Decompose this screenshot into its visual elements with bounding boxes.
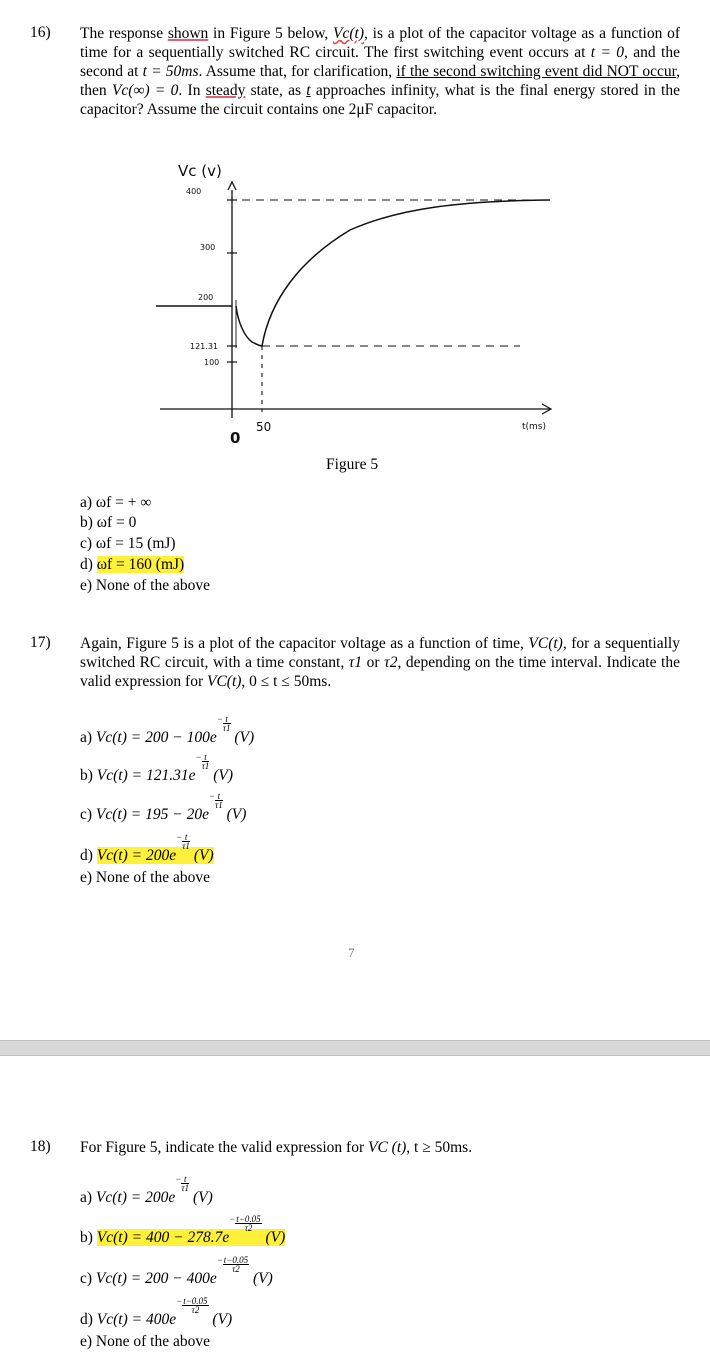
page-2 <box>0 1056 710 1360</box>
y-tick-label-300: 300 <box>200 243 216 252</box>
q17-option-b: b) Vc(t) = 121.31e− $\frac{t}{\tau 1}$ (V) <box>80 752 233 784</box>
q18-option-e: e) None of the above <box>80 1333 210 1350</box>
q18-option-c: c) Vc(t) = 200 − 400e− $\frac{t-0.05}{\tau 2}$ (V) <box>80 1255 273 1287</box>
q17-option-e: e) None of the above <box>80 869 210 886</box>
q18-option-d: d) Vc(t) = 400e− $\frac{t-0.05}{\tau 2}$ (V) <box>80 1296 233 1328</box>
x-origin-label: 0 <box>230 429 241 447</box>
q16-option-d: d) ωf = 160 (mJ) <box>80 556 185 573</box>
figure-caption: Figure 5 <box>326 456 379 473</box>
y-axis-label: Vc (v) <box>178 162 222 180</box>
q17-option-a: a) Vc(t) = 200 − 100e− $\frac{t}{\tau 1}$ (V) <box>80 714 255 746</box>
q18-answer-highlight: Vc(t) = 400 − 278.7e− $\frac{t-0.05}{\tau 2}$ (V) <box>96 1214 286 1246</box>
curve-rise <box>262 200 550 346</box>
q18-option-a: a) Vc(t) = 200e− $\frac{t}{\tau 1}$ (V) <box>80 1174 213 1206</box>
q18-number: 18) <box>30 1138 51 1155</box>
q17-number: 17) <box>30 634 51 651</box>
x-tick-label-50: 50 <box>256 420 272 434</box>
page-separator <box>0 1040 710 1056</box>
q16-number: 16) <box>30 24 51 41</box>
q16-option-a: a) ωf = + ∞ <box>80 494 152 511</box>
q16-option-c: c) ωf = 15 (mJ) <box>80 535 176 552</box>
x-axis-label: t(ms) <box>522 422 547 432</box>
y-tick-label-200: 200 <box>198 293 214 302</box>
q16-option-b: b) ωf = 0 <box>80 514 137 531</box>
page-number: 7 <box>348 945 355 960</box>
figure-5-plot <box>130 150 600 450</box>
q16-option-e: e) None of the above <box>80 577 210 594</box>
q17-text: Again, Figure 5 is a plot of the capacitor voltage as a function of time, VC(t), for a sequentially switched RC circuit, with a time constant, τ1 or τ2, depending on the time interval. Indicate the valid expression for VC(t), 0 ≤ t ≤ 50ms. <box>80 635 680 690</box>
q18-option-b: b) Vc(t) = 400 − 278.7e− $\frac{t-0.05}{\tau 2}$ (V) <box>80 1214 286 1246</box>
q17-option-c: c) Vc(t) = 195 − 20e− $\frac{t}{\tau 1}$ (V) <box>80 791 247 823</box>
y-axis-arrow <box>228 182 236 190</box>
q18-text: For Figure 5, indicate the valid expression for VC (t), t ≥ 50ms. <box>80 1139 473 1156</box>
curve-decay <box>236 306 262 346</box>
y-tick-label-100: 100 <box>204 358 220 367</box>
q16-text: The response shown in Figure 5 below, Vc(t), is a plot of the capacitor voltage as a function of time for a sequentially switched RC circuit. The first switching event occurs at t = 0, and the second at t = 50ms. Assume that, for clarification, if the second switching event did NOT occur, then Vc(∞) = 0. In steady state, as t approaches infinity, what is the final energy stored in the capacitor? Assume the circuit contains one 2μF capacitor. <box>80 25 681 118</box>
y-tick-label-400: 400 <box>186 187 202 196</box>
y-tick-label-121: 121.31 <box>190 342 218 351</box>
q17-option-d: d) Vc(t) = 200e− $\frac{t}{\tau 1}$ (V) <box>80 832 214 864</box>
q16-answer-highlight: ωf = 160 (mJ) <box>96 556 185 573</box>
q17-answer-highlight: Vc(t) = 200e− $\frac{t}{\tau 1}$ (V) <box>96 832 214 864</box>
